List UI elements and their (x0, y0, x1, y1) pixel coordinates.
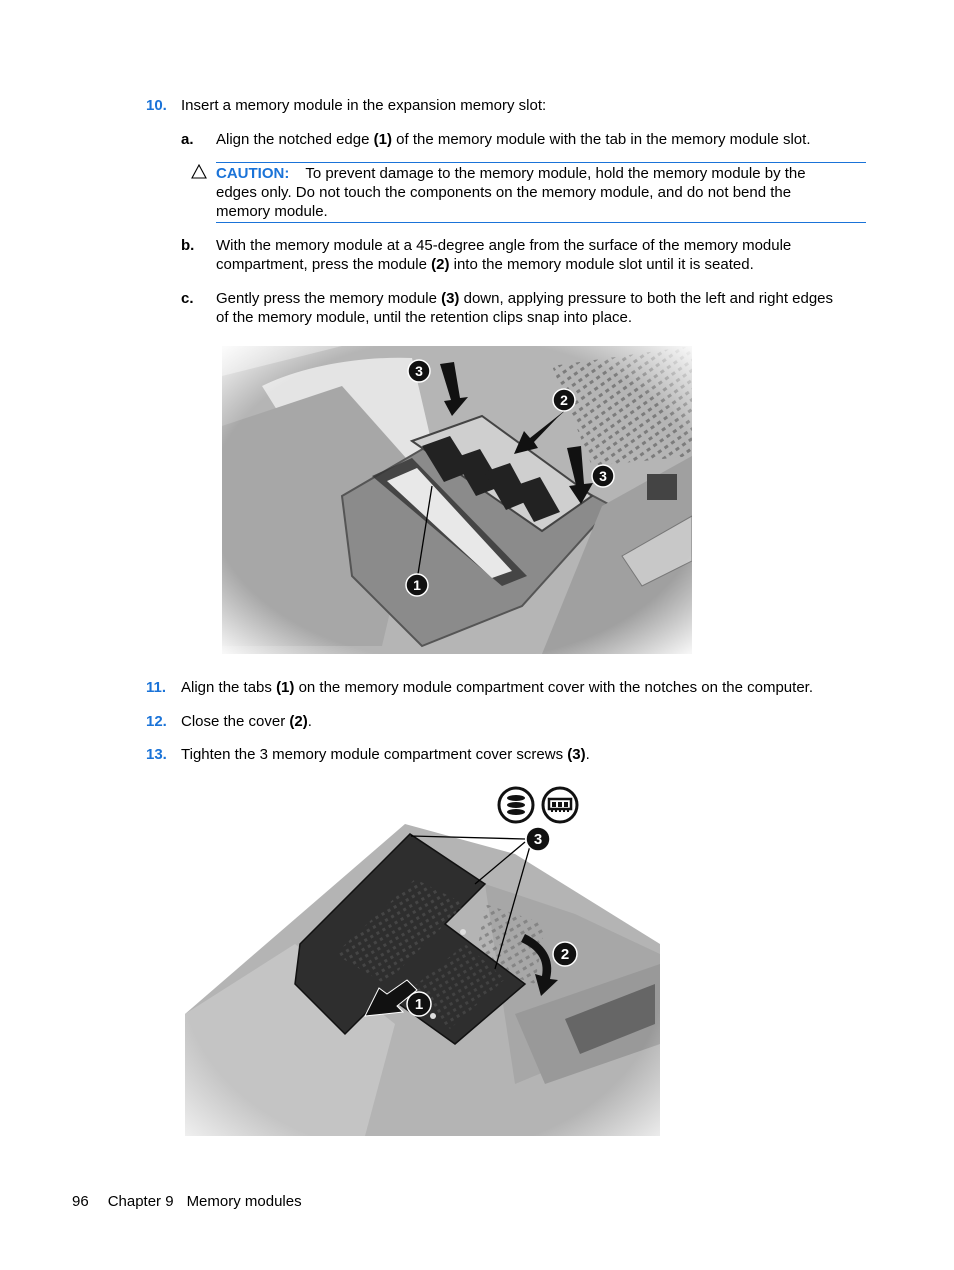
callout-1 (406, 991, 432, 1021)
callout-3-top (407, 359, 431, 387)
substep-c-line-1: Gently press the memory module (3) down, applying pressure to both the left and right edges (216, 290, 834, 307)
drive-stack-icon (497, 786, 535, 828)
substep-b-letter: b. (181, 237, 195, 254)
figure-compartment-cover (185, 784, 660, 1136)
svg-text:3: 3 (533, 831, 543, 848)
memory-chip-icon (541, 786, 579, 828)
step-10-text: Insert a memory module in the expansion memory slot: (181, 97, 547, 114)
substep-a-letter: a. (181, 131, 194, 148)
callout-3 (525, 826, 551, 856)
callout-2 (552, 388, 576, 416)
page-footer (72, 1193, 302, 1210)
callout-3-right (591, 464, 615, 492)
svg-text:3: 3 (415, 363, 423, 379)
caution-icon (191, 164, 207, 183)
caution-bottom-rule (216, 222, 866, 223)
figure-memory-module-insert (222, 346, 692, 654)
step-13-text: Tighten the 3 memory module compartment cover screws (3). (181, 746, 590, 763)
step-12-number: 12. (146, 713, 167, 730)
substep-b-line-1: With the memory module at a 45-degree angle from the surface of the memory module (216, 237, 792, 254)
caution-top-rule (216, 162, 866, 163)
step-number: 10. (146, 97, 167, 114)
caution-line-1: CAUTION: To prevent damage to the memory module, hold the memory module by the (216, 165, 806, 182)
svg-text:3: 3 (599, 468, 607, 484)
substep-c-line-2: of the memory module, until the retention clips snap into place. (216, 309, 633, 326)
svg-text:2: 2 (560, 392, 568, 408)
caution-line-2: edges only. Do not touch the components on the memory module, and do not bend the (216, 184, 792, 201)
chapter-label: Chapter 9 (107, 1193, 174, 1210)
caution-label: CAUTION: (216, 165, 290, 182)
chapter-title: Memory modules (186, 1193, 302, 1210)
substep-a-text: Align the notched edge (1) of the memory module with the tab in the memory module slot. (216, 131, 811, 148)
step-11-text: Align the tabs (1) on the memory module compartment cover with the notches on the computer. (181, 679, 813, 696)
step-13-number: 13. (146, 746, 167, 763)
svg-text:2: 2 (560, 946, 570, 963)
callout-1 (405, 573, 429, 601)
step-10 (146, 96, 167, 115)
step-12-text: Close the cover (2). (181, 713, 312, 730)
page-number: 96 (72, 1193, 89, 1210)
step-11-number: 11. (146, 679, 167, 696)
callout-2 (552, 941, 578, 971)
svg-text:1: 1 (414, 996, 424, 1013)
caution-line-3: memory module. (216, 203, 328, 220)
svg-text:1: 1 (413, 577, 421, 593)
substep-c-letter: c. (181, 290, 194, 307)
substep-b-line-2: compartment, press the module (2) into the memory module slot until it is seated. (216, 256, 754, 273)
